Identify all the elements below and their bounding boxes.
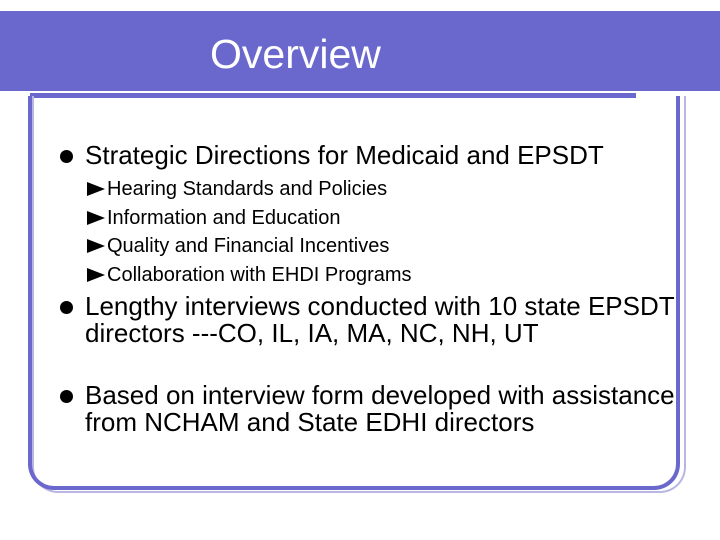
sub-bullet-item (87, 264, 412, 286)
sub-bullet-text: Information and Education (107, 207, 341, 229)
sub-bullet-item (87, 178, 387, 200)
sub-bullet-text: Collaboration with EHDI Programs (107, 264, 412, 286)
arrow-right-icon (87, 268, 105, 282)
bullet-dot-icon (60, 301, 73, 314)
bullet-text: Strategic Directions for Medicaid and EPSDT (85, 140, 604, 170)
slide-title: Overview (210, 31, 381, 77)
arrow-right-icon (87, 182, 105, 196)
arrow-right-icon (87, 211, 105, 225)
sub-bullet-item (87, 207, 341, 229)
bullet-text: Based on interview form developed with assistance from NCHAM and State EDHI directors (85, 380, 675, 437)
arrow-right-icon (87, 239, 105, 253)
sub-bullet-text: Quality and Financial Incentives (107, 235, 390, 257)
sub-bullet-text: Hearing Standards and Policies (107, 178, 388, 200)
sub-bullet-item (87, 235, 389, 257)
bullet-dot-icon (60, 390, 73, 403)
title-bar-corner (692, 0, 720, 11)
bullet-text: Lengthy interviews conducted with 10 state EPSDT directors ---CO, IL, IA, MA, NC, NH, UT (85, 291, 675, 348)
bullet-dot-icon (60, 150, 73, 163)
